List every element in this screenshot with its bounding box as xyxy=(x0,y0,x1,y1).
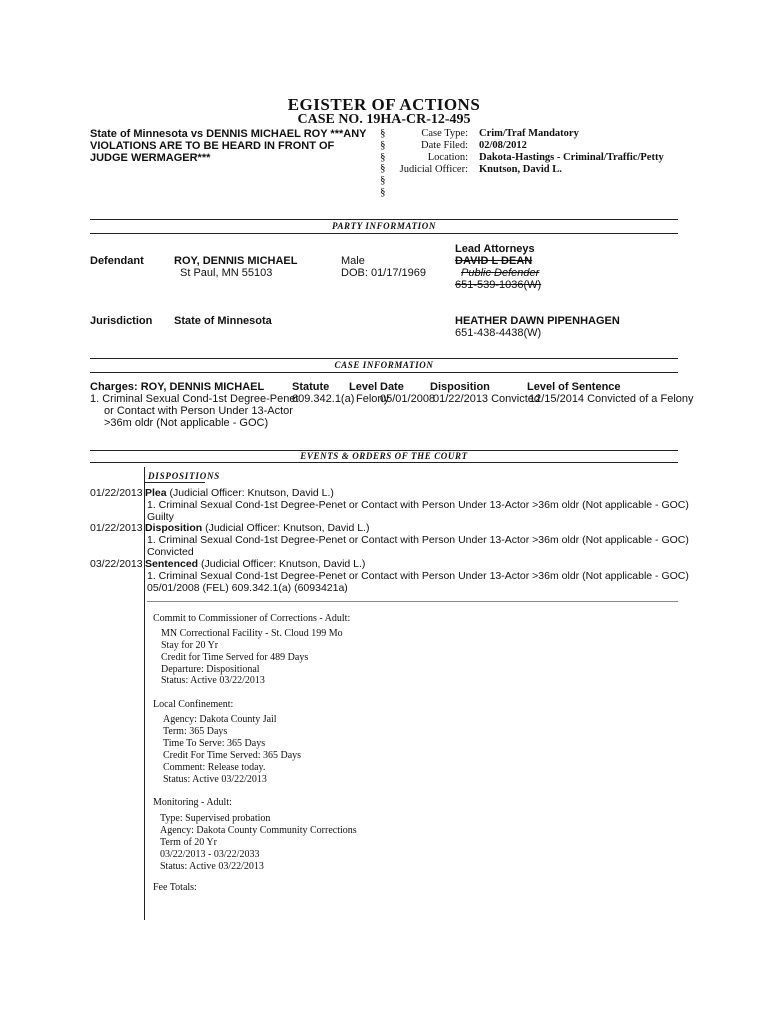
event-result: Convicted xyxy=(147,546,194,558)
judicial-officer-label: Judicial Officer: xyxy=(399,164,468,175)
event-title: Sentenced xyxy=(145,558,199,570)
party-information-header: PARTY INFORMATION xyxy=(332,221,436,231)
local-line: Time To Serve: 365 Days xyxy=(163,738,266,749)
divider xyxy=(90,233,678,234)
event-charge: 1. Criminal Sexual Cond-1st Degree-Penet or Contact with Person Under 13-Actor >36m oldr (Not applicable - GOC) xyxy=(147,570,689,582)
divider xyxy=(90,219,678,220)
commit-line: MN Correctional Facility - St. Cloud 199 Mo xyxy=(161,628,343,639)
event-date: 01/22/2013 xyxy=(90,522,143,534)
event-charge: 1. Criminal Sexual Cond-1st Degree-Penet or Contact with Person Under 13-Actor >36m oldr (Not applicable - GOC) xyxy=(147,499,689,511)
case-number: CASE NO. 19HA-CR-12-495 xyxy=(297,112,471,127)
section-symbol: § xyxy=(380,162,386,175)
case-type-value: Crim/Traf Mandatory xyxy=(479,128,579,139)
events-header: EVENTS & ORDERS OF THE COURT xyxy=(300,451,468,461)
dispositions-label: DISPOSITIONS xyxy=(148,471,221,481)
event-officer: (Judicial Officer: Knutson, David L.) xyxy=(205,522,370,534)
commit-line: Credit for Time Served for 489 Days xyxy=(161,652,309,663)
page-title: EGISTER OF ACTIONS xyxy=(287,95,481,114)
event-title-row xyxy=(145,487,334,499)
attorney-phone: 651-539-1036(W) xyxy=(455,279,542,291)
location-value: Dakota-Hastings - Criminal/Traffic/Petty xyxy=(479,152,664,163)
charge-date: 05/01/2008 xyxy=(380,393,436,405)
section-symbol: § xyxy=(380,174,386,187)
disposition-header: Disposition xyxy=(430,381,490,393)
local-line: Agency: Dakota County Jail xyxy=(163,714,277,725)
fee-totals-title: Fee Totals: xyxy=(153,882,197,893)
statute-header: Statute xyxy=(292,381,330,393)
sentence-divider xyxy=(147,601,678,602)
sentence-header: Level of Sentence xyxy=(527,381,621,393)
level-header: Level xyxy=(349,381,378,393)
event-result: 05/01/2008 (FEL) 609.342.1(a) (6093421a) xyxy=(147,582,348,594)
event-officer: (Judicial Officer: Knutson, David L.) xyxy=(201,558,366,570)
attorney-name: DAVID L DEAN xyxy=(455,255,533,267)
commit-line: Stay for 20 Yr xyxy=(161,640,219,651)
divider xyxy=(90,462,678,463)
jurisdiction-label: Jurisdiction xyxy=(90,315,153,327)
event-title-row xyxy=(145,558,365,570)
charge-description-cont: or Contact with Person Under 13-Actor xyxy=(104,405,293,417)
event-charge: 1. Criminal Sexual Cond-1st Degree-Penet or Contact with Person Under 13-Actor >36m oldr (Not applicable - GOC) xyxy=(147,534,689,546)
charge-level: Felony xyxy=(356,393,390,405)
commit-line: Departure: Dispositional xyxy=(161,664,260,675)
charge-description: 1. Criminal Sexual Cond-1st Degree-Penet xyxy=(90,393,299,405)
section-symbol: § xyxy=(380,150,386,163)
monitoring-title: Monitoring - Adult: xyxy=(153,797,232,808)
divider xyxy=(90,358,678,359)
event-column-line xyxy=(144,467,145,920)
date-header: Date xyxy=(380,381,404,393)
prosecutor-phone: 651-438-4438(W) xyxy=(455,327,542,339)
local-line: Status: Active 03/22/2013 xyxy=(163,774,267,785)
monitoring-line: 03/22/2013 - 03/22/2033 xyxy=(160,849,260,860)
date-filed-value: 02/08/2012 xyxy=(479,140,527,151)
commit-line: Status: Active 03/22/2013 xyxy=(161,675,265,686)
divider xyxy=(90,372,678,373)
charge-statute: 609.342.1(a) xyxy=(292,393,355,405)
charge-sentence: 12/15/2014 Convicted of a Felony xyxy=(529,393,694,405)
case-caption: State of Minnesota vs DENNIS MICHAEL ROY ***ANY VIOLATIONS ARE TO BE HEARD IN FRONT OF JUDGE WERMAGER*** xyxy=(90,128,367,164)
local-confinement-title: Local Confinement: xyxy=(153,699,234,710)
section-symbol: § xyxy=(380,138,386,151)
local-line: Credit For Time Served: 365 Days xyxy=(163,750,302,761)
event-title: Disposition xyxy=(145,522,203,534)
event-date: 01/22/2013 xyxy=(90,487,143,499)
monitoring-line: Term of 20 Yr xyxy=(160,837,217,848)
jurisdiction-name: State of Minnesota xyxy=(174,315,272,327)
lead-attorneys-label: Lead Attorneys xyxy=(455,243,535,255)
prosecutor-name: HEATHER DAWN PIPENHAGEN xyxy=(455,315,620,327)
charge-description-cont: >36m oldr (Not applicable - GOC) xyxy=(104,417,269,429)
case-type-label: Case Type: xyxy=(421,128,468,139)
event-date: 03/22/2013 xyxy=(90,558,143,570)
event-result: Guilty xyxy=(147,511,174,523)
monitoring-line: Agency: Dakota County Community Corrections xyxy=(160,825,357,836)
defendant-address: St Paul, MN 55103 xyxy=(180,267,273,279)
attorney-role: Public Defender xyxy=(461,267,540,279)
event-title-row xyxy=(145,522,369,534)
local-line: Comment: Release today. xyxy=(163,762,266,773)
defendant-label: Defendant xyxy=(90,255,144,267)
judicial-officer-value: Knutson, David L. xyxy=(479,164,562,175)
defendant-name: ROY, DENNIS MICHAEL xyxy=(174,255,298,267)
section-symbol: § xyxy=(380,127,386,139)
event-officer: (Judicial Officer: Knutson, David L.) xyxy=(169,487,334,499)
commit-title: Commit to Commissioner of Corrections - Adult: xyxy=(153,613,351,624)
location-label: Location: xyxy=(427,152,468,163)
dispositions-underline xyxy=(145,482,205,483)
defendant-sex: Male xyxy=(341,255,365,267)
date-filed-label: Date Filed: xyxy=(421,140,468,151)
section-symbol: § xyxy=(380,185,386,198)
defendant-dob: DOB: 01/17/1969 xyxy=(341,267,427,279)
charges-header: Charges: ROY, DENNIS MICHAEL xyxy=(90,381,265,393)
charge-disposition: 01/22/2013 Convicted xyxy=(433,393,541,405)
event-title: Plea xyxy=(145,487,167,499)
local-line: Term: 365 Days xyxy=(163,726,228,737)
case-information-header: CASE INFORMATION xyxy=(334,360,434,370)
monitoring-line: Status: Active 03/22/2013 xyxy=(160,861,264,872)
monitoring-line: Type: Supervised probation xyxy=(160,813,271,824)
